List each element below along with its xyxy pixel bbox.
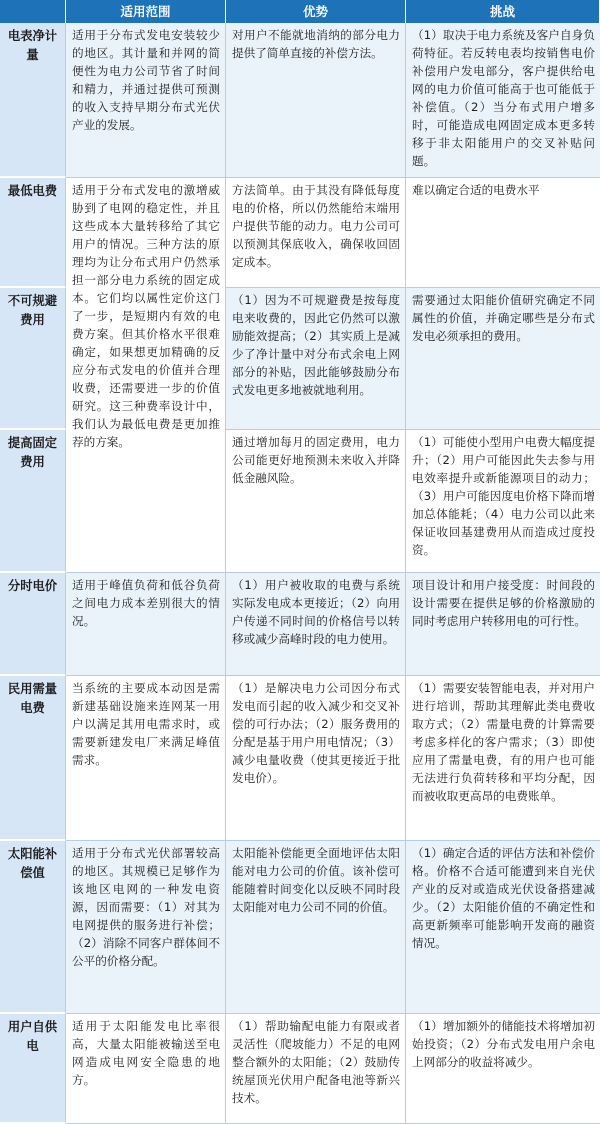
row-label-minimum-bill: 最低电费: [0, 178, 66, 288]
scope-merged-three-methods: 适用于分布式发电的激增威胁到了电网的稳定性，并且这些成本大量转移给了其它用户的情况。三种方法的原理均为让分布式用户仍然承担一部分电力系统的固定成本。它们均以属性定价这门了一步，是短期内有效的电费方案。但其价格水平很难确定，如果想更加精确的反应分布式发电的价值并合理收费，还需要进一步的价值研究。这三种费率设计中，我们认为最低电费是更加推荐的方案。: [66, 178, 226, 573]
challenge-demand-charge: （1）需要安装智能电表，并对用户进行培训，帮助其理解此类电费收取方式；（2）需量电费的计算需要考虑多样化的客户需求；（3）即使应用了需量电费，有的用户也可能无法进行负荷转移和平均分配，因而被收取更高昂的电费账单。: [406, 676, 600, 841]
challenge-minimum-bill: 难以确定合适的电费水平: [406, 178, 600, 288]
header-advantage: 优势: [226, 0, 406, 23]
challenge-value-of-solar: （1）确定合适的评估方法和补偿价格。价格不合适可能遭到来自光伏产业的反对或造成光伏设备搭建减少。（2）太阳能价值的不确定性和高更新频率可能影响开发商的融资情况。: [406, 841, 600, 1014]
row-label-net-metering: 电表净计量: [0, 23, 66, 178]
advantage-fixed-charge: 通过增加每月的固定费用，电力公司能更好地预测未来收入并降低金融风险。: [226, 430, 406, 573]
challenge-time-of-use: 项目设计和用户接受度：时间段的设计需要在提供足够的价格激励的同时考虑用户转移用电的可行性。: [406, 573, 600, 676]
header-blank: [0, 0, 66, 23]
advantage-time-of-use: （1）用户被收取的电费与系统实际发电成本更接近；（2）向用户传递不同时间的价格信号以转移或减少高峰时段的电力使用。: [226, 573, 406, 676]
scope-net-metering: 适用于分布式发电安装较少的地区。其计量和并网的简便性为电力公司节省了时间和精力，并通过提供可预测的收入支持早期分布式光伏产业的发展。: [66, 23, 226, 178]
scope-demand-charge: 当系统的主要成本动因是需新建基础设施来连网某一用户以满足其用电需求时，或需要新建发电厂来满足峰值需求。: [66, 676, 226, 841]
advantage-value-of-solar: 太阳能补偿能更全面地评估太阳能对电力公司的价值。该补偿可能随着时间变化以反映不同时段太阳能对电力公司不同的价值。: [226, 841, 406, 1014]
advantage-demand-charge: （1）是解决电力公司因分布式发电而引起的收入减少和交叉补偿的可行办法；（2）服务费用的分配是基于用户用电情况；（3）减少电量收费（使其更接近于批发电价）。: [226, 676, 406, 841]
header-scope: 适用范围: [66, 0, 226, 23]
advantage-self-supply: （1）帮助输配电能力有限或者灵活性（爬坡能力）不足的电网整合额外的太阳能；（2）鼓励传统屋顶光伏用户配备电池等新兴技术。: [226, 1014, 406, 1124]
row-label-time-of-use: 分时电价: [0, 573, 66, 676]
scope-self-supply: 适用于太阳能发电比率很高，大量太阳能被输送至电网造成电网安全隐患的地方。: [66, 1014, 226, 1124]
challenge-self-supply: （1）增加额外的储能技术将增加初始投资；（2）分布式发电用户余电上网部分的收益将减少。: [406, 1014, 600, 1124]
challenge-fixed-charge: （1）可能使小型用户电费大幅度提升；（2）用户可能因此失去参与用电效率提升或新能源项目的动力；（3）用户可能因度电价格下降而增加总体能耗；（4）电力公司以此来保证收回基建费用从而造成过度投资。: [406, 430, 600, 573]
advantage-minimum-bill: 方法简单。由于其没有降低每度电的价格，所以仍然能给末端用户提供节能的动力。电力公司可以预测其保底收入，确保收回固定成本。: [226, 178, 406, 288]
challenge-net-metering: （1）取决于电力系统及客户自身负荷特征。若反转电表均按销售电价补偿用户发电部分，客户提供给电网的电力价值可能高于也可能低于补偿值。（2）当分布式用户增多时，可能造成电网固定成本更多转移于非太阳能用户的交叉补贴问题。: [406, 23, 600, 178]
scope-value-of-solar: 适用于分布式光伏部署较高的地区。其规模已足够作为该地区电网的一种发电资源，因而需要：（1）对其为电网提供的服务进行补偿；（2）消除不同客户群体间不公平的价格分配。: [66, 841, 226, 1014]
row-label-fixed-charge: 提高固定费用: [0, 430, 66, 573]
challenge-unavoidable-charge: 需要通过太阳能价值研究确定不同属性的价值，并确定哪些是分布式发电必须承担的费用。: [406, 288, 600, 430]
row-label-value-of-solar: 太阳能补偿值: [0, 841, 66, 1014]
row-label-demand-charge: 民用需量电费: [0, 676, 66, 841]
advantage-net-metering: 对用户不能就地消纳的部分电力提供了简单直接的补偿方法。: [226, 23, 406, 178]
header-challenge: 挑战: [406, 0, 600, 23]
advantage-unavoidable-charge: （1）因为不可规避费是按每度电来收费的，因此它仍然可以激励能效提高；（2）其实质上是减少了净计量中对分布式余电上网部分的补贴，因此能够鼓励分布式发电更多地被就地利用。: [226, 288, 406, 430]
scope-time-of-use: 适用于峰值负荷和低谷负荷之间电力成本差别很大的情况。: [66, 573, 226, 676]
row-label-unavoidable-charge: 不可规避费用: [0, 288, 66, 430]
row-label-self-supply: 用户自供电: [0, 1014, 66, 1124]
